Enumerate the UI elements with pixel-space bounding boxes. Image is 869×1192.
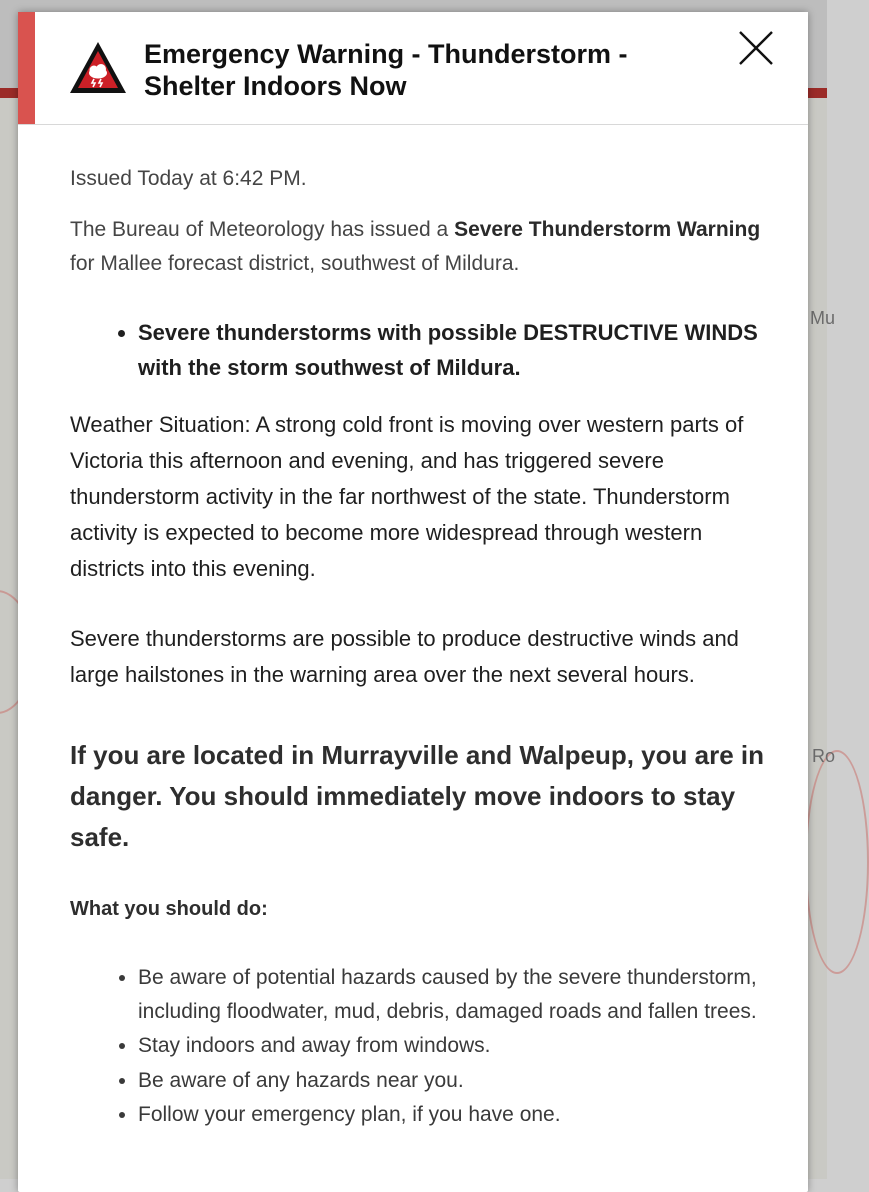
warning-accent-bar bbox=[18, 12, 35, 124]
key-points-list bbox=[70, 315, 778, 385]
issued-time: Issued Today at 6:42 PM. bbox=[70, 167, 307, 190]
list-item: • Be aware of potential hazards caused by the severe thunderstorm, including floodwater, mud, debris, damaged roads and fallen trees. bbox=[138, 961, 778, 1028]
modal-title: Emergency Warning - Thunderstorm - Shelter Indoors Now bbox=[144, 39, 628, 101]
intro-text: The Bureau of Meteorology has issued a bbox=[70, 218, 455, 241]
modal-header bbox=[18, 12, 808, 125]
map-route-line bbox=[805, 750, 869, 974]
list-item: • Be aware of any hazards near you. bbox=[138, 1064, 778, 1098]
map-label: Ro bbox=[812, 746, 836, 766]
intro-warning-type: Severe Thunderstorm Warning bbox=[454, 218, 761, 241]
intro-text-end: for Mallee forecast district, southwest of Mildura. bbox=[70, 252, 520, 275]
weather-situation: Weather Situation: A strong cold front is moving over western parts of Victoria this afternoon and evening, and has triggered severe thunderstorm activity in the far northwest of the state. Thunderstorm activity is expected to become more widespread through western districts into this evening. bbox=[70, 412, 744, 581]
modal-body bbox=[18, 125, 808, 1132]
close-icon[interactable] bbox=[736, 28, 776, 68]
list-item: • Follow your emergency plan, if you have one. bbox=[138, 1098, 778, 1132]
key-point: • Severe thunderstorms with possible DESTRUCTIVE WINDS with the storm southwest of Mildura. bbox=[138, 315, 778, 385]
severe-storm-note: Severe thunderstorms are possible to produce destructive winds and large hailstones in the warning area over the next several hours. bbox=[70, 626, 739, 687]
todo-list bbox=[70, 961, 778, 1132]
warning-modal bbox=[18, 12, 808, 1192]
danger-notice: If you are located in Murrayville and Walpeup, you are in danger. You should immediately move indoors to stay safe. bbox=[70, 740, 764, 852]
map-label: Mu bbox=[810, 308, 836, 328]
todo-heading: What you should do: bbox=[70, 898, 268, 920]
warning-intro bbox=[70, 213, 778, 281]
list-item: • Stay indoors and away from windows. bbox=[138, 1029, 778, 1063]
thunderstorm-warning-icon bbox=[68, 40, 128, 96]
